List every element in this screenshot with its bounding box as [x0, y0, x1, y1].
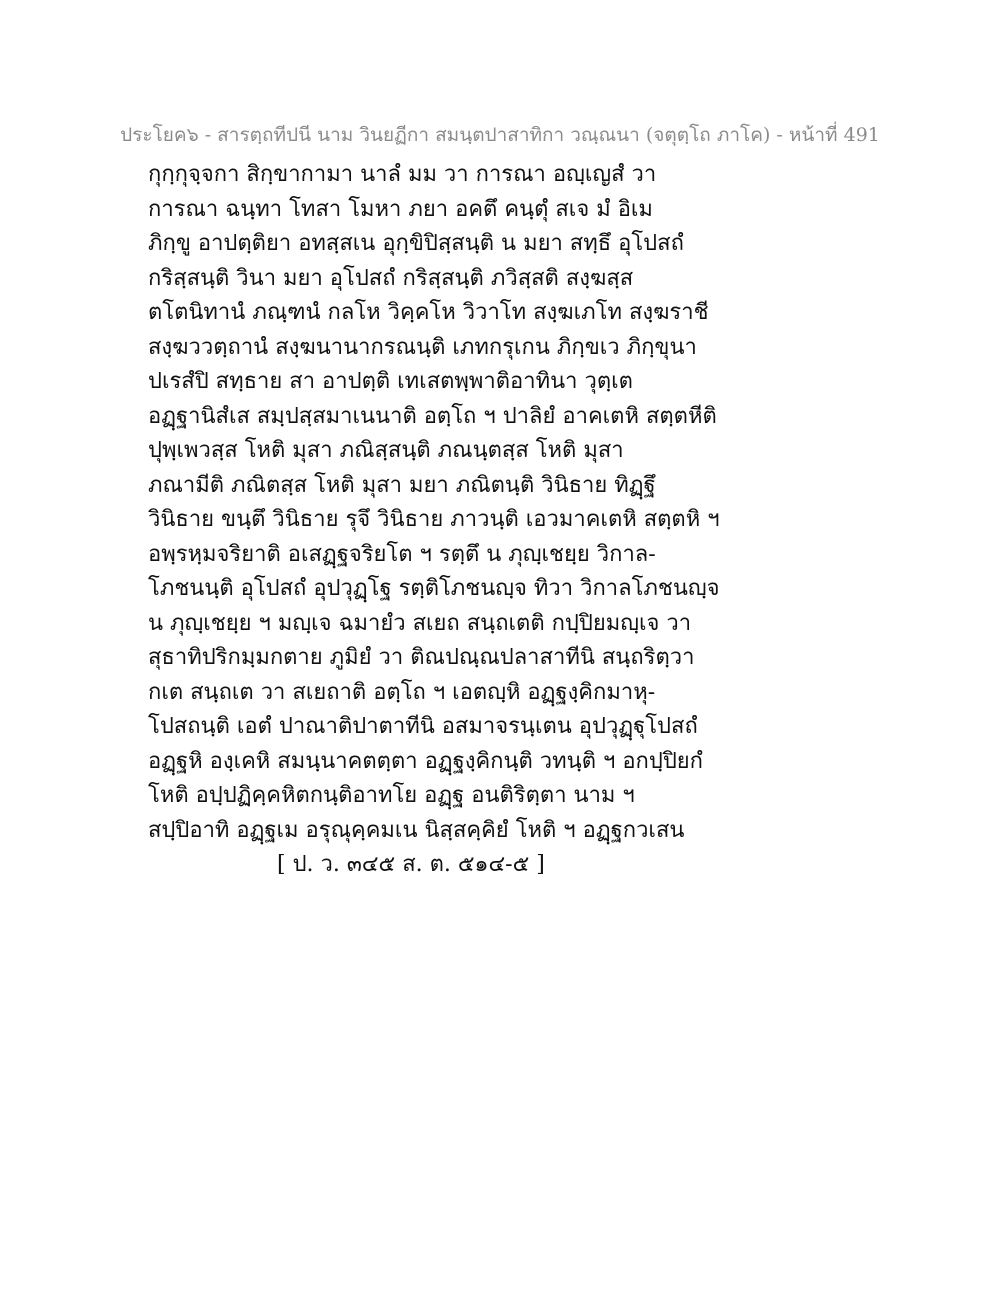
source-reference: [ ป. ว. ๓๔๕ ส. ต. ๕๑๔-๕ ]	[277, 852, 545, 877]
text-line: สงฺฆววตฺถานํ สงฺฆนานากรณนฺติ เภทกรุเกน ภิกฺขเว ภิกฺขุนา	[148, 334, 697, 360]
text-line: โหติ อปฺปฏิคฺคหิตกนฺติอาทโย อฏฺฐ อนติริตฺตา นาม ฯ	[148, 783, 635, 808]
text-line: วินิธาย ขนฺตึ วินิธาย รุจึ วินิธาย ภาวนฺติ เอวมาคเตหิ สตฺตหิ ฯ	[148, 507, 720, 532]
text-line: กริสฺสนฺติ วินา มยา อุโปสถํ กริสฺสนฺติ ภวิสฺสติ สงฺฆสฺส	[148, 265, 634, 291]
text-line: อฏฺฐานิสํเส สมฺปสฺสมาเนนาติ อตฺโถ ฯ ปาลิยํ อาคเตหิ สตฺตหีติ	[148, 403, 717, 429]
text-line: กเต สนฺถเต วา สเยถาติ อตฺโถ ฯ เอตญฺหิ อฏฺฐงฺคิกมาหุ-	[148, 679, 656, 705]
text-line: ภิกฺขู อาปตฺติยา อทสฺสเน อุกฺขิปิสฺสนฺติ น มยา สทฺธึ อุโปสถํ	[148, 231, 684, 256]
text-line: การณา ฉนฺทา โทสา โมหา ภยา อคตึ คนฺตุํ สเจ มํ อิเม	[148, 196, 653, 222]
text-line: ภณามีติ ภณิตสฺส โหติ มุสา มยา ภณิตนฺติ วินิธาย ทิฏฺฐึ	[148, 472, 656, 498]
text-line: อฏฺฐหิ องฺเคหิ สมนฺนาคตตฺตา อฏฺฐงฺคิกนฺติ วทนฺติ ฯ อกปฺปิยกํ	[148, 748, 704, 774]
text-line: โภชนนฺติ อุโปสถํ อุปวุฏฺโฐ รตฺติโภชนญฺจ ทิวา วิกาลโภชนญฺจ	[148, 576, 720, 601]
text-line: สปฺปิอาทิ อฏฺฐเม อรุณุคฺคมเน นิสฺสคฺคิยํ โหติ ฯ อฏฺฐกวเสน	[148, 817, 685, 843]
page-header: ประโยค๖ - สารตฺถทีปนี นาม วินยฏีกา สมนฺตปาสาทิกา วณฺณนา (จตุตฺโถ ภาโค) - หน้าที่ 491	[120, 124, 880, 146]
body-text	[148, 158, 868, 883]
text-line: โปสถนฺติ เอตํ ปาณาติปาตาทีนิ อสมาจรนฺเตน อุปวุฏฺฐุโปสถํ	[148, 714, 698, 739]
text-line: ปุพฺเพวสฺส โหติ มุสา ภณิสฺสนฺติ ภณนฺตสฺส โหติ มุสา	[148, 438, 624, 463]
text-line: กุกฺกุจฺจกา สิกฺขากามา นาลํ มม วา การณา อญฺเญสํ วา	[148, 162, 657, 187]
text-line: อพฺรหฺมจริยาติ อเสฏฺฐจริยโต ฯ รตฺตึ น ภุญฺเชยฺย วิกาล-	[148, 541, 656, 567]
text-line: น ภุญฺเชยฺย ฯ มญฺเจ ฉมายํว สเยถ สนฺถเตติ กปฺปิยมญฺเจ วา	[148, 610, 692, 636]
text-line: ปเรสํปิ สทฺธาย สา อาปตฺติ เทเสตพฺพาติอาทินา วุตฺเต	[148, 369, 633, 394]
text-line: สุธาทิปริกมฺมกตาย ภูมิยํ วา ติณปณฺณปลาสาทีนิ สนฺถริตฺวา	[148, 645, 695, 670]
text-line: ตโตนิทานํ ภณฺฑนํ กลโห วิคฺคโห วิวาโท สงฺฆเภโท สงฺฆราชี	[148, 300, 709, 325]
